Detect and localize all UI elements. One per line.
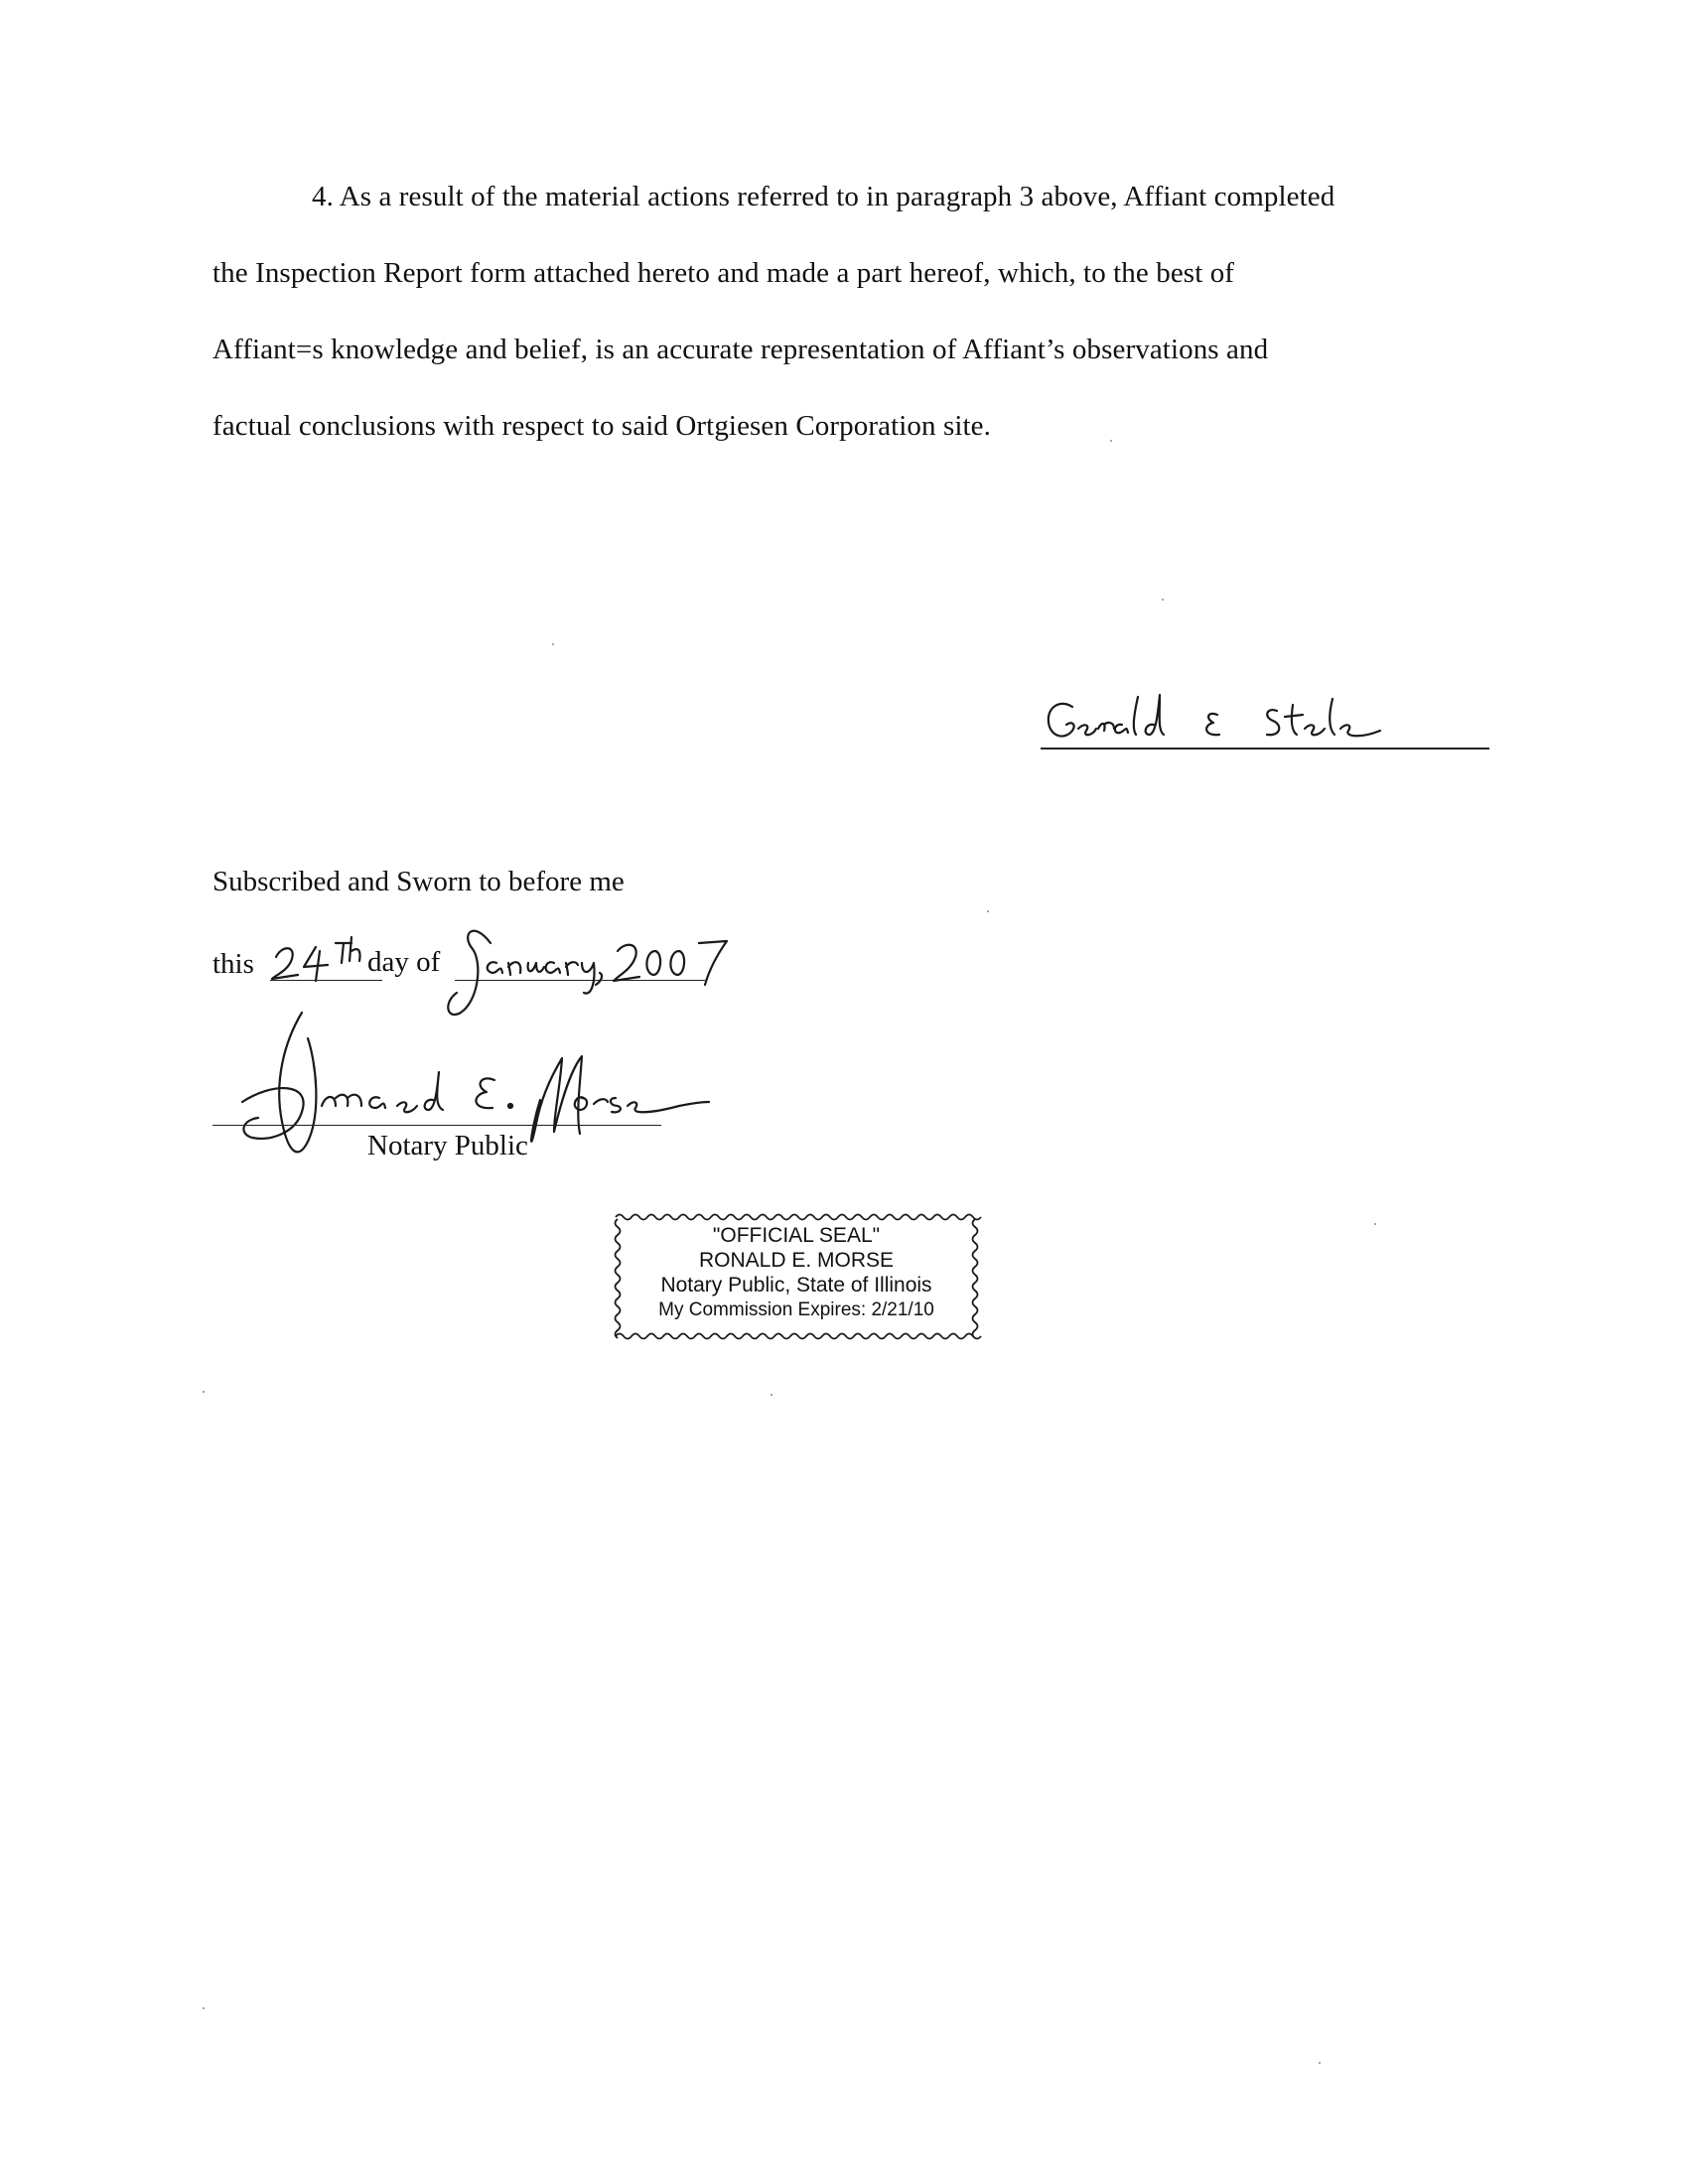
paragraph-line-2: the Inspection Report form attached hereto and made a part hereof, which, to the best of	[212, 257, 1235, 289]
seal-title: "OFFICIAL SEAL"	[712, 1224, 881, 1247]
subscribed-sworn-text: Subscribed and Sworn to before me	[212, 866, 625, 897]
day-of-label: day of	[367, 946, 441, 978]
scan-speck	[771, 1394, 772, 1396]
scan-speck	[1374, 1223, 1376, 1225]
notary-signature-line	[212, 1125, 661, 1126]
seal-text	[608, 1223, 985, 1322]
seal-commission-expires: My Commission Expires: 2/21/10	[658, 1299, 934, 1320]
scan-speck	[203, 1391, 205, 1393]
this-label: this	[212, 948, 254, 980]
scan-speck	[1162, 599, 1164, 601]
scan-speck	[552, 643, 554, 645]
notary-handwriting	[212, 864, 908, 1181]
paragraph-line-4: factual conclusions with respect to said Ortgiesen Corporation site.	[212, 410, 991, 442]
official-seal-stamp	[608, 1209, 985, 1344]
notary-public-label: Notary Public	[367, 1130, 528, 1161]
notary-block	[212, 864, 908, 1181]
paragraph-line-3: Affiant=s knowledge and belief, is an accurate representation of Affiant’s observations and	[212, 334, 1269, 365]
scan-speck	[987, 910, 989, 912]
affiant-signature	[1043, 685, 1489, 754]
seal-notary-state: Notary Public, State of Illinois	[660, 1274, 932, 1297]
scan-speck	[1319, 2062, 1321, 2064]
paragraph-line-1: 4. As a result of the material actions referred to in paragraph 3 above, Affiant completed	[312, 181, 1335, 212]
scan-speck	[1110, 440, 1112, 442]
scan-speck	[203, 2007, 205, 2009]
affiant-signature-line	[1041, 748, 1489, 750]
seal-name: RONALD E. MORSE	[698, 1249, 895, 1272]
